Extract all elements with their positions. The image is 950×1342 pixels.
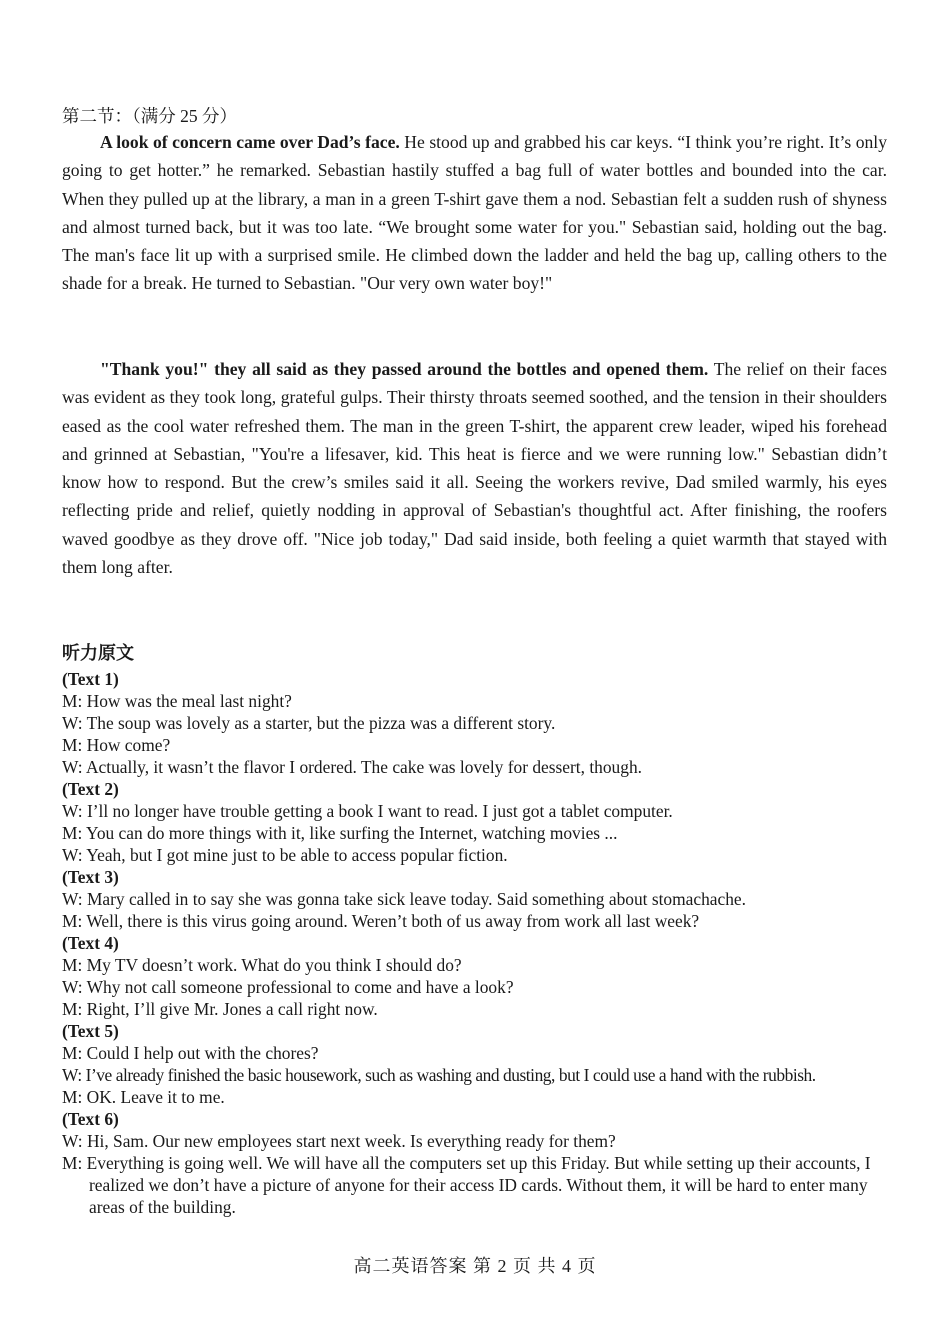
transcript-text-1 xyxy=(62,668,892,778)
text-label: (Text 2) xyxy=(62,779,119,799)
transcript-text-3 xyxy=(62,866,892,932)
dialogue-line: M: Everything is going well. We will have all the computers set up this Friday. But while setting up their accounts, I realized we don’t have a picture of anyone for their access ID cards. Without them, it will be hard to enter many areas of the building. xyxy=(62,1153,871,1217)
paragraph-2-lead-sentence: "Thank you!" they all said as they passed around the bottles and opened them. xyxy=(100,359,709,379)
page-footer: 高二英语答案 第 2 页 共 4 页 xyxy=(353,1256,597,1276)
dialogue-line: W: The soup was lovely as a starter, but the pizza was a different story. xyxy=(62,713,556,733)
dialogue-line: M: How was the meal last night? xyxy=(62,691,292,711)
text-label: (Text 5) xyxy=(62,1021,119,1041)
dialogue-line: M: My TV doesn’t work. What do you think I should do? xyxy=(62,955,462,975)
dialogue-line: W: Hi, Sam. Our new employees start next week. Is everything ready for them? xyxy=(62,1131,616,1151)
text-label: (Text 3) xyxy=(62,867,119,887)
dialogue-line: W: Mary called in to say she was gonna take sick leave today. Said something about stomachache. xyxy=(62,889,746,909)
text-label: (Text 1) xyxy=(62,669,119,689)
dialogue-line: M: How come? xyxy=(62,735,171,755)
listening-transcript xyxy=(62,668,892,1218)
transcript-text-2 xyxy=(62,778,892,866)
paragraph-2-body: The relief on their faces was evident as they took long, grateful gulps. Their thirsty throats seemed soothed, and the tension in their shoulders eased as the cool water refreshed them. The man in the green T-shirt, the apparent crew leader, wiped his forehead and grinned at Sebastian, "You're a lifesaver, kid. This heat is fierce and we were running low." Sebastian didn’t know how to respond. But the crew’s smiles said it all. Seeing the workers revive, Dad smiled warmly, his eyes reflecting pride and relief, quietly nodding in approval of Sebastian's thoughtful act. After finishing, the roofers waved goodbye as they drove off. "Nice job today," Dad said inside, both feeling a quiet warmth that stayed with them long after. xyxy=(62,359,888,578)
section-heading: 第二节：（满分 25 分） xyxy=(62,106,237,126)
text-label: (Text 6) xyxy=(62,1109,119,1129)
text-label: (Text 4) xyxy=(62,933,119,953)
dialogue-line: W: I’ve already finished the basic housework, such as washing and dusting, but I could use a hand with the rubbish. xyxy=(62,1065,816,1085)
paragraph-1-body: He stood up and grabbed his car keys. “I think you’re right. It’s only going to get hotter.” he remarked. Sebastian hastily stuffed a bag full of water bottles and bounded into the car. When they pulled up at the library, a man in a green T-shirt gave them a nod. Sebastian felt a sudden rush of shyness and almost turned back, but it was too late. “We brought some water for you." Sebastian said, holding out the bag. The man's face lit up with a surprised smile. He climbed down the ladder and held the bag up, calling others to the shade for a break. He turned to Sebastian. "Our very own water boy!" xyxy=(62,132,887,294)
dialogue-line: M: Well, there is this virus going around. Weren’t both of us away from work all last week? xyxy=(62,911,700,931)
continuation-paragraph-1 xyxy=(62,128,887,298)
paragraph-1-lead-sentence: A look of concern came over Dad’s face. xyxy=(100,132,400,152)
dialogue-line: M: You can do more things with it, like surfing the Internet, watching movies ... xyxy=(62,823,618,843)
continuation-paragraph-2 xyxy=(62,355,887,581)
dialogue-line: W: I’ll no longer have trouble getting a book I want to read. I just got a tablet computer. xyxy=(62,801,673,821)
dialogue-line: W: Why not call someone professional to come and have a look? xyxy=(62,977,514,997)
dialogue-line: M: Could I help out with the chores? xyxy=(62,1043,319,1063)
transcript-text-4 xyxy=(62,932,892,1020)
dialogue-line: M: Right, I’ll give Mr. Jones a call right now. xyxy=(62,999,378,1019)
transcript-text-5 xyxy=(62,1020,892,1108)
dialogue-line: W: Yeah, but I got mine just to be able to access popular fiction. xyxy=(62,845,508,865)
listening-transcript-heading: 听力原文 xyxy=(62,643,134,663)
transcript-text-6 xyxy=(62,1108,892,1218)
dialogue-line: M: OK. Leave it to me. xyxy=(62,1087,225,1107)
dialogue-line: W: Actually, it wasn’t the flavor I ordered. The cake was lovely for dessert, though. xyxy=(62,757,642,777)
